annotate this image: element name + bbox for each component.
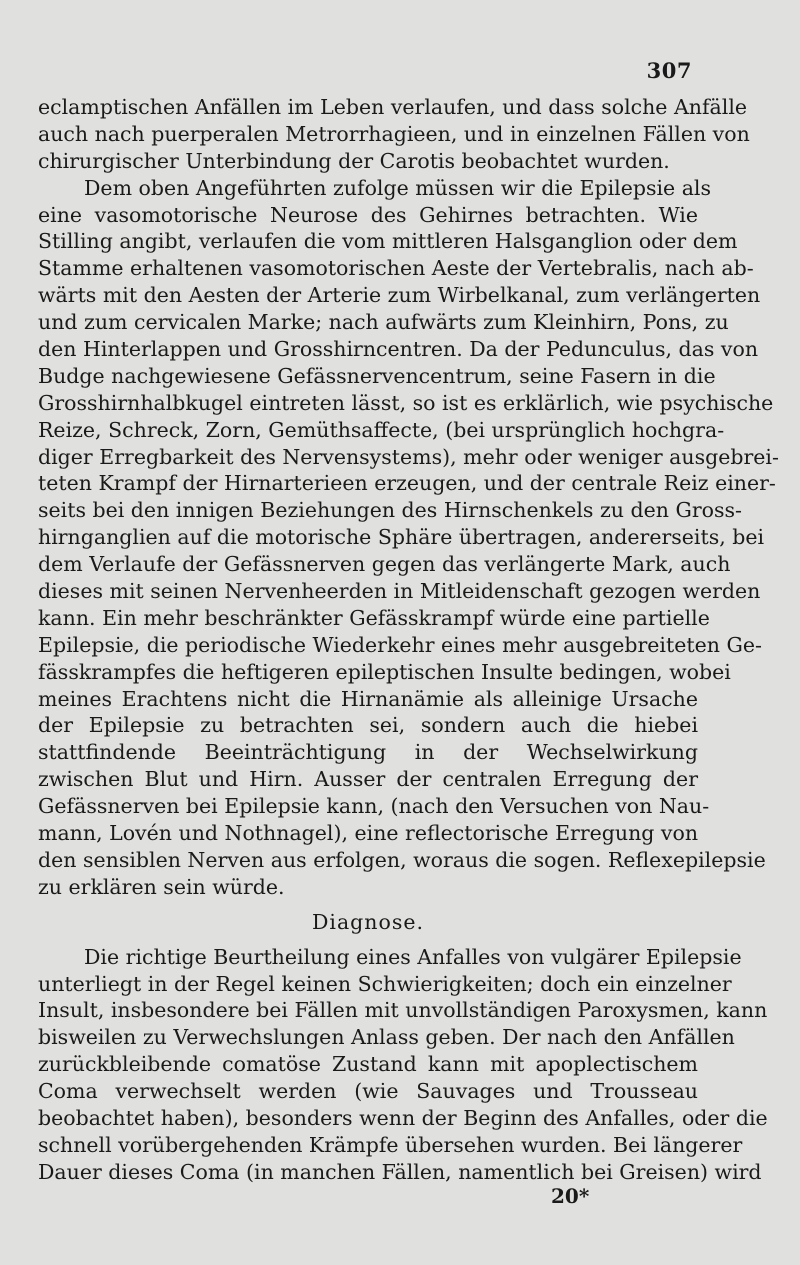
page-body [38, 94, 779, 1186]
text-line: zwischen Blut und Hirn. Ausser der centralen Erregung der [38, 767, 698, 792]
text-line: Insult, insbesondere bei Fällen mit unvollständigen Paroxysmen, kann [38, 998, 768, 1023]
text-line: den sensiblen Nerven aus erfolgen, woraus die sogen. Reflexepilepsie [38, 847, 766, 872]
text-line: eclamptischen Anfällen im Leben verlaufen, und dass solche Anfälle [38, 95, 748, 119]
text-line: diger Erregbarkeit des Nervensystems), mehr oder weniger ausgebrei- [38, 444, 779, 469]
text-line: kann. Ein mehr beschränkter Gefässkrampf würde eine partielle [38, 605, 710, 630]
text-line: zurückbleibende comatöse Zustand kann mit apoplectischem [38, 1052, 698, 1077]
text-line: den Hinterlappen und Grosshirncentren. Da der Pedunculus, das von [38, 337, 759, 362]
section-gap [38, 901, 698, 909]
text-line: bisweilen zu Verwechslungen Anlass geben. Der nach den Anfällen [38, 1025, 735, 1050]
text-line: wärts mit den Aesten der Arterie zum Wirbelkanal, zum verlängerten [38, 283, 761, 308]
paragraph-2 [38, 175, 779, 901]
paragraph-3 [38, 944, 768, 1186]
text-line: dem Verlaufe der Gefässnerven gegen das verlängerte Mark, auch [38, 552, 731, 577]
text-line: teten Krampf der Hirnarterieen erzeugen, und der centrale Reiz einer- [38, 471, 776, 496]
paragraph-1 [38, 94, 750, 175]
text-line: stattfindende Beeinträchtigung in der Wechselwirkung [38, 740, 698, 765]
text-line: seits bei den innigen Beziehungen des Hirnschenkels zu den Gross- [38, 498, 742, 523]
page-number: 307 [646, 58, 692, 83]
text-line: Die richtige Beurtheilung eines Anfalles von vulgärer Epilepsie [84, 944, 742, 969]
text-line: meines Erachtens nicht die Hirnanämie als alleinige Ursache [38, 686, 698, 711]
text-line: und zum cervicalen Marke; nach aufwärts zum Kleinhirn, Pons, zu [38, 310, 729, 335]
text-line: schnell vorübergehenden Krämpfe übersehen wurden. Bei längerer [38, 1132, 743, 1157]
text-line: Reize, Schreck, Zorn, Gemüthsaffecte, (bei ursprünglich hochgra- [38, 417, 725, 442]
text-line: Stilling angibt, verlaufen die vom mittleren Halsganglion oder dem [38, 229, 738, 254]
text-line: eine vasomotorische Neurose des Gehirnes betrachten. Wie [38, 202, 698, 227]
text-line: Stamme erhaltenen vasomotorischen Aeste der Vertebralis, nach ab- [38, 256, 754, 281]
signature-mark: 20* [551, 1184, 590, 1208]
text-line: chirurgischer Unterbindung der Carotis beobachtet wurden. [38, 148, 670, 173]
text-line: mann, Lovén und Nothnagel), eine reflectorische Erregung von [38, 821, 699, 846]
text-line: Coma verwechselt werden (wie Sauvages und Trousseau [38, 1079, 698, 1104]
text-line: Epilepsie, die periodische Wiederkehr eines mehr ausgebreiteten Ge- [38, 632, 762, 657]
text-line: auch nach puerperalen Metrorrhagieen, und in einzelnen Fällen von [38, 121, 750, 146]
text-line: Dauer dieses Coma (in manchen Fällen, namentlich bei Greisen) wird [38, 1159, 762, 1184]
text-line: Grosshirnhalbkugel eintreten lässt, so ist es erklärlich, wie psychische [38, 390, 774, 415]
section-heading: Diagnose. [311, 909, 425, 934]
text-line: Gefässnerven bei Epilepsie kann, (nach den Versuchen von Nau- [38, 794, 710, 819]
text-line: Dem oben Angeführten zufolge müssen wir die Epilepsie als [84, 175, 712, 200]
text-line: der Epilepsie zu betrachten sei, sondern auch die hiebei [38, 713, 698, 738]
text-line: unterliegt in der Regel keinen Schwierigkeiten; doch ein einzelner [38, 971, 732, 996]
text-line: beobachtet haben), besonders wenn der Beginn des Anfalles, oder die [38, 1105, 768, 1130]
text-line: dieses mit seinen Nervenheerden in Mitleidenschaft gezogen werden [38, 579, 761, 604]
text-line: Budge nachgewiesene Gefässnervencentrum, seine Fasern in die [38, 363, 716, 388]
section-gap [38, 936, 698, 944]
text-line: hirnganglien auf die motorische Sphäre übertragen, andererseits, bei [38, 525, 765, 550]
text-line: zu erklären sein würde. [38, 874, 285, 899]
text-line: fässkrampfes die heftigeren epileptischen Insulte bedingen, wobei [38, 659, 731, 684]
